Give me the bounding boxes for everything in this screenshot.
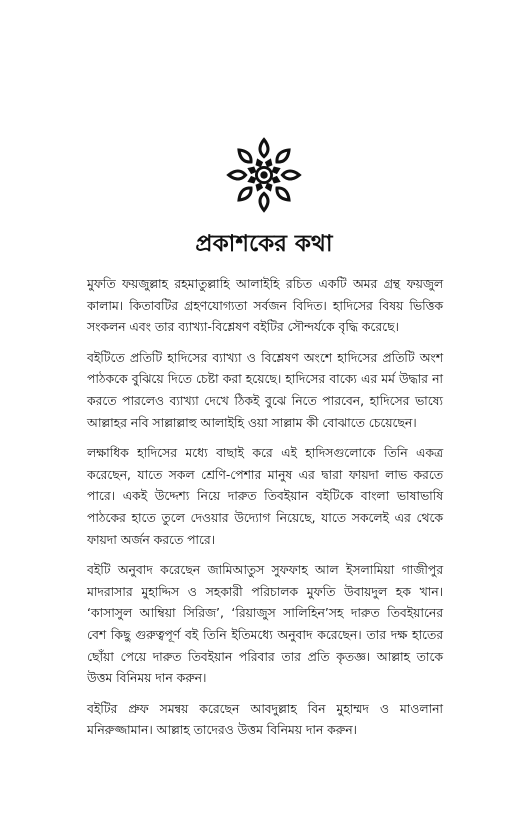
paragraph: বইটির প্রুফ সমন্বয় করেছেন আবদুল্লাহ বিন মুহাম্মদ ও মাওলানা মনিরুজ্জামান। আল্লাহ তাদেরও উত্তম বিনিময় দান করুন। [87,701,443,738]
flower-ornament-icon [223,134,305,216]
paragraph: মুফতি ফয়জুল্লাহ রহমাতুল্লাহি আলাইহি রচিত একটি অমর গ্রন্থ ফয়জুল কালাম। কিতাবটির গ্রহণযোগ্যতা সর্বজন বিদিত। হাদিসের বিষয় ভিত্তিক সংকলন এবং তার ব্যাখ্যা-বিশ্লেষণ বইটির সৌন্দর্যকে বৃদ্ধি করেছে। [87,277,443,335]
paragraph: বইটিতে প্রতিটি হাদিসের ব্যাখ্যা ও বিশ্লেষণ অংশে হাদিসের প্রতিটি অংশ পাঠককে বুঝিয়ে দিতে চেষ্টা করা হয়েছে। হাদিসের বাক্যে এর মর্ম উদ্ধার না করতে পারলেও ব্যাখ্যা দেখে ঠিকই বুঝে নিতে পারবেন, হাদিসের ভাষ্যে আল্লাহর নবি সাল্লাল্লাহু আলাইহি ওয়া সাল্লাম কী বোঝাতে চেয়েছেন। [87,350,443,430]
paragraph: বইটি অনুবাদ করেছেন জামিআতুস সুফফাহ আল ইসলামিয়া গাজীপুর মাদরাসার মুহাদ্দিস ও সহকারী পরিচালক মুফতি উবায়দুল হক খান। ‘কাসাসুল আম্বিয়া সিরিজ’, ‘রিয়াজুস সালিহিন’সহ দারুত তিবইয়ানের বেশ কিছু গুরুত্বপূর্ণ বই তিনি ইতিমধ্যে অনুবাদ করেছেন। তার দক্ষ হাতের ছোঁয়া পেয়ে দারুত তিবইয়ান পরিবার তার প্রতি কৃতজ্ঞ। আল্লাহ তাকে উত্তম বিনিময় দান করুন। [87,563,443,686]
body-text [87,274,443,751]
page-title: প্রকাশকের কথা [195,231,333,257]
paragraph: লক্ষাধিক হাদিসের মধ্যে বাছাই করে এই হাদিসগুলোকে তিনি একত্র করেছেন, যাতে সকল শ্রেণি-পেশার মানুষ এর দ্বারা ফায়দা লাভ করতে পারে। একই উদ্দেশ্য নিয়ে দারুত তিবইয়ান বইটিকে বাংলা ভাষাভাষি পাঠকের হাতে তুলে দেওয়ার উদ্যোগ নিয়েছে, যাতে সকলেই এর থেকে ফায়দা অর্জন করতে পারে। [87,446,443,547]
